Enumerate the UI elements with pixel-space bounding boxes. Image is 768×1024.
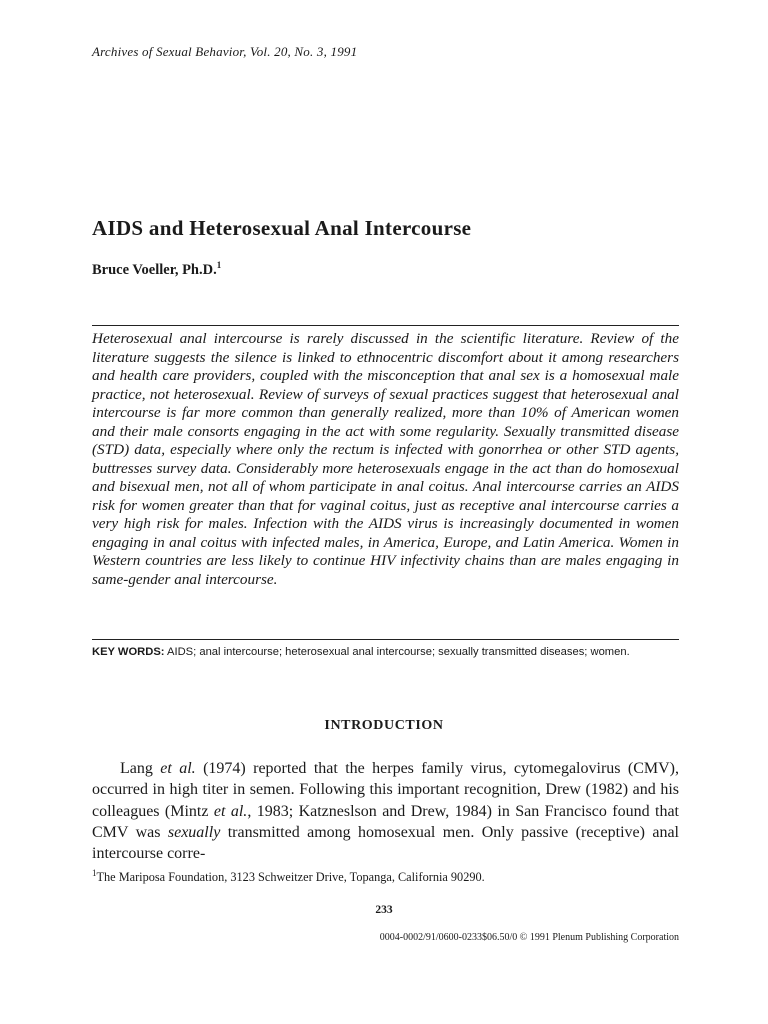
author-footnote-mark: 1: [216, 260, 222, 271]
author-name: Bruce Voeller, Ph.D.: [92, 262, 217, 278]
intro-text-2: (1974) reported that the herpes family virus, cytomegalovirus (CMV), occurred in high titer in semen. Following this important recognition, Drew (1982) and his colleagues (Mintz: [92, 760, 679, 820]
section-heading-introduction: INTRODUCTION: [324, 718, 444, 733]
intro-text-1: Lang: [120, 760, 161, 777]
introduction-paragraph: [92, 758, 679, 864]
footnote-mark: 1: [92, 867, 97, 878]
intro-et-al-1: et al.: [160, 760, 196, 777]
keywords-text: AIDS; anal intercourse; heterosexual anal intercourse; sexually transmitted diseases; women.: [167, 646, 630, 658]
footnote-text: The Mariposa Foundation, 3123 Schweitzer Drive, Topanga, California 90290.: [96, 870, 485, 884]
keywords: [92, 645, 679, 659]
intro-sexually: sexually: [167, 823, 221, 841]
intro-et-al-2: et al.: [213, 802, 248, 820]
abstract-bottom-rule: [92, 639, 679, 640]
page-number: 233: [375, 904, 393, 916]
intro-text-4: transmitted among homosexual men. Only passive (receptive) anal intercourse corre-: [92, 823, 680, 863]
keywords-label: KEY WORDS:: [92, 646, 165, 658]
journal-citation: Archives of Sexual Behavior, Vol. 20, No. 3, 1991: [92, 44, 358, 59]
abstract-top-rule: [92, 325, 679, 326]
footnote: [92, 867, 485, 885]
copyright-line: 0004-0002/91/0600-0233$06.50/0 © 1991 Plenum Publishing Corporation: [379, 932, 679, 943]
abstract-text: Heterosexual anal intercourse is rarely discussed in the scientific literature. Review of the literature suggests the silence is linked to ethnocentric discomfort about it among researchers and health care providers, coupled with the misconception that anal sex is a homosexual male practice, not heterosexual. Review of surveys of sexual practices suggest that heterosexual anal intercourse is far more common than generally realized, more than 10% of American women and their male consorts engaging in the act with some regularity. Sexually transmitted disease (STD) data, especially where only the rectum is infected with gonorrhea or other STD agents, buttresses survey data. Considerably more heterosexuals engage in the act than do homosexual and bisexual men, not all of whom participate in anal coitus. Anal intercourse carries an AIDS risk for women greater than that for vaginal coitus, just as receptive anal intercourse carries a very high risk for males. Infection with the AIDS virus is increasingly documented in women engaging in anal coitus with infected males, in America, Europe, and Latin America. Women in Western countries are less likely to continue HIV infectivity chains than are males engaging in same-gender anal intercourse.: [92, 330, 679, 588]
intro-text-3: , 1983; Katzneslson and Drew, 1984) in San Francisco found that CMV was: [92, 802, 679, 841]
article-title: AIDS and Heterosexual Anal Intercourse: [92, 216, 472, 240]
author-line: [92, 262, 221, 279]
